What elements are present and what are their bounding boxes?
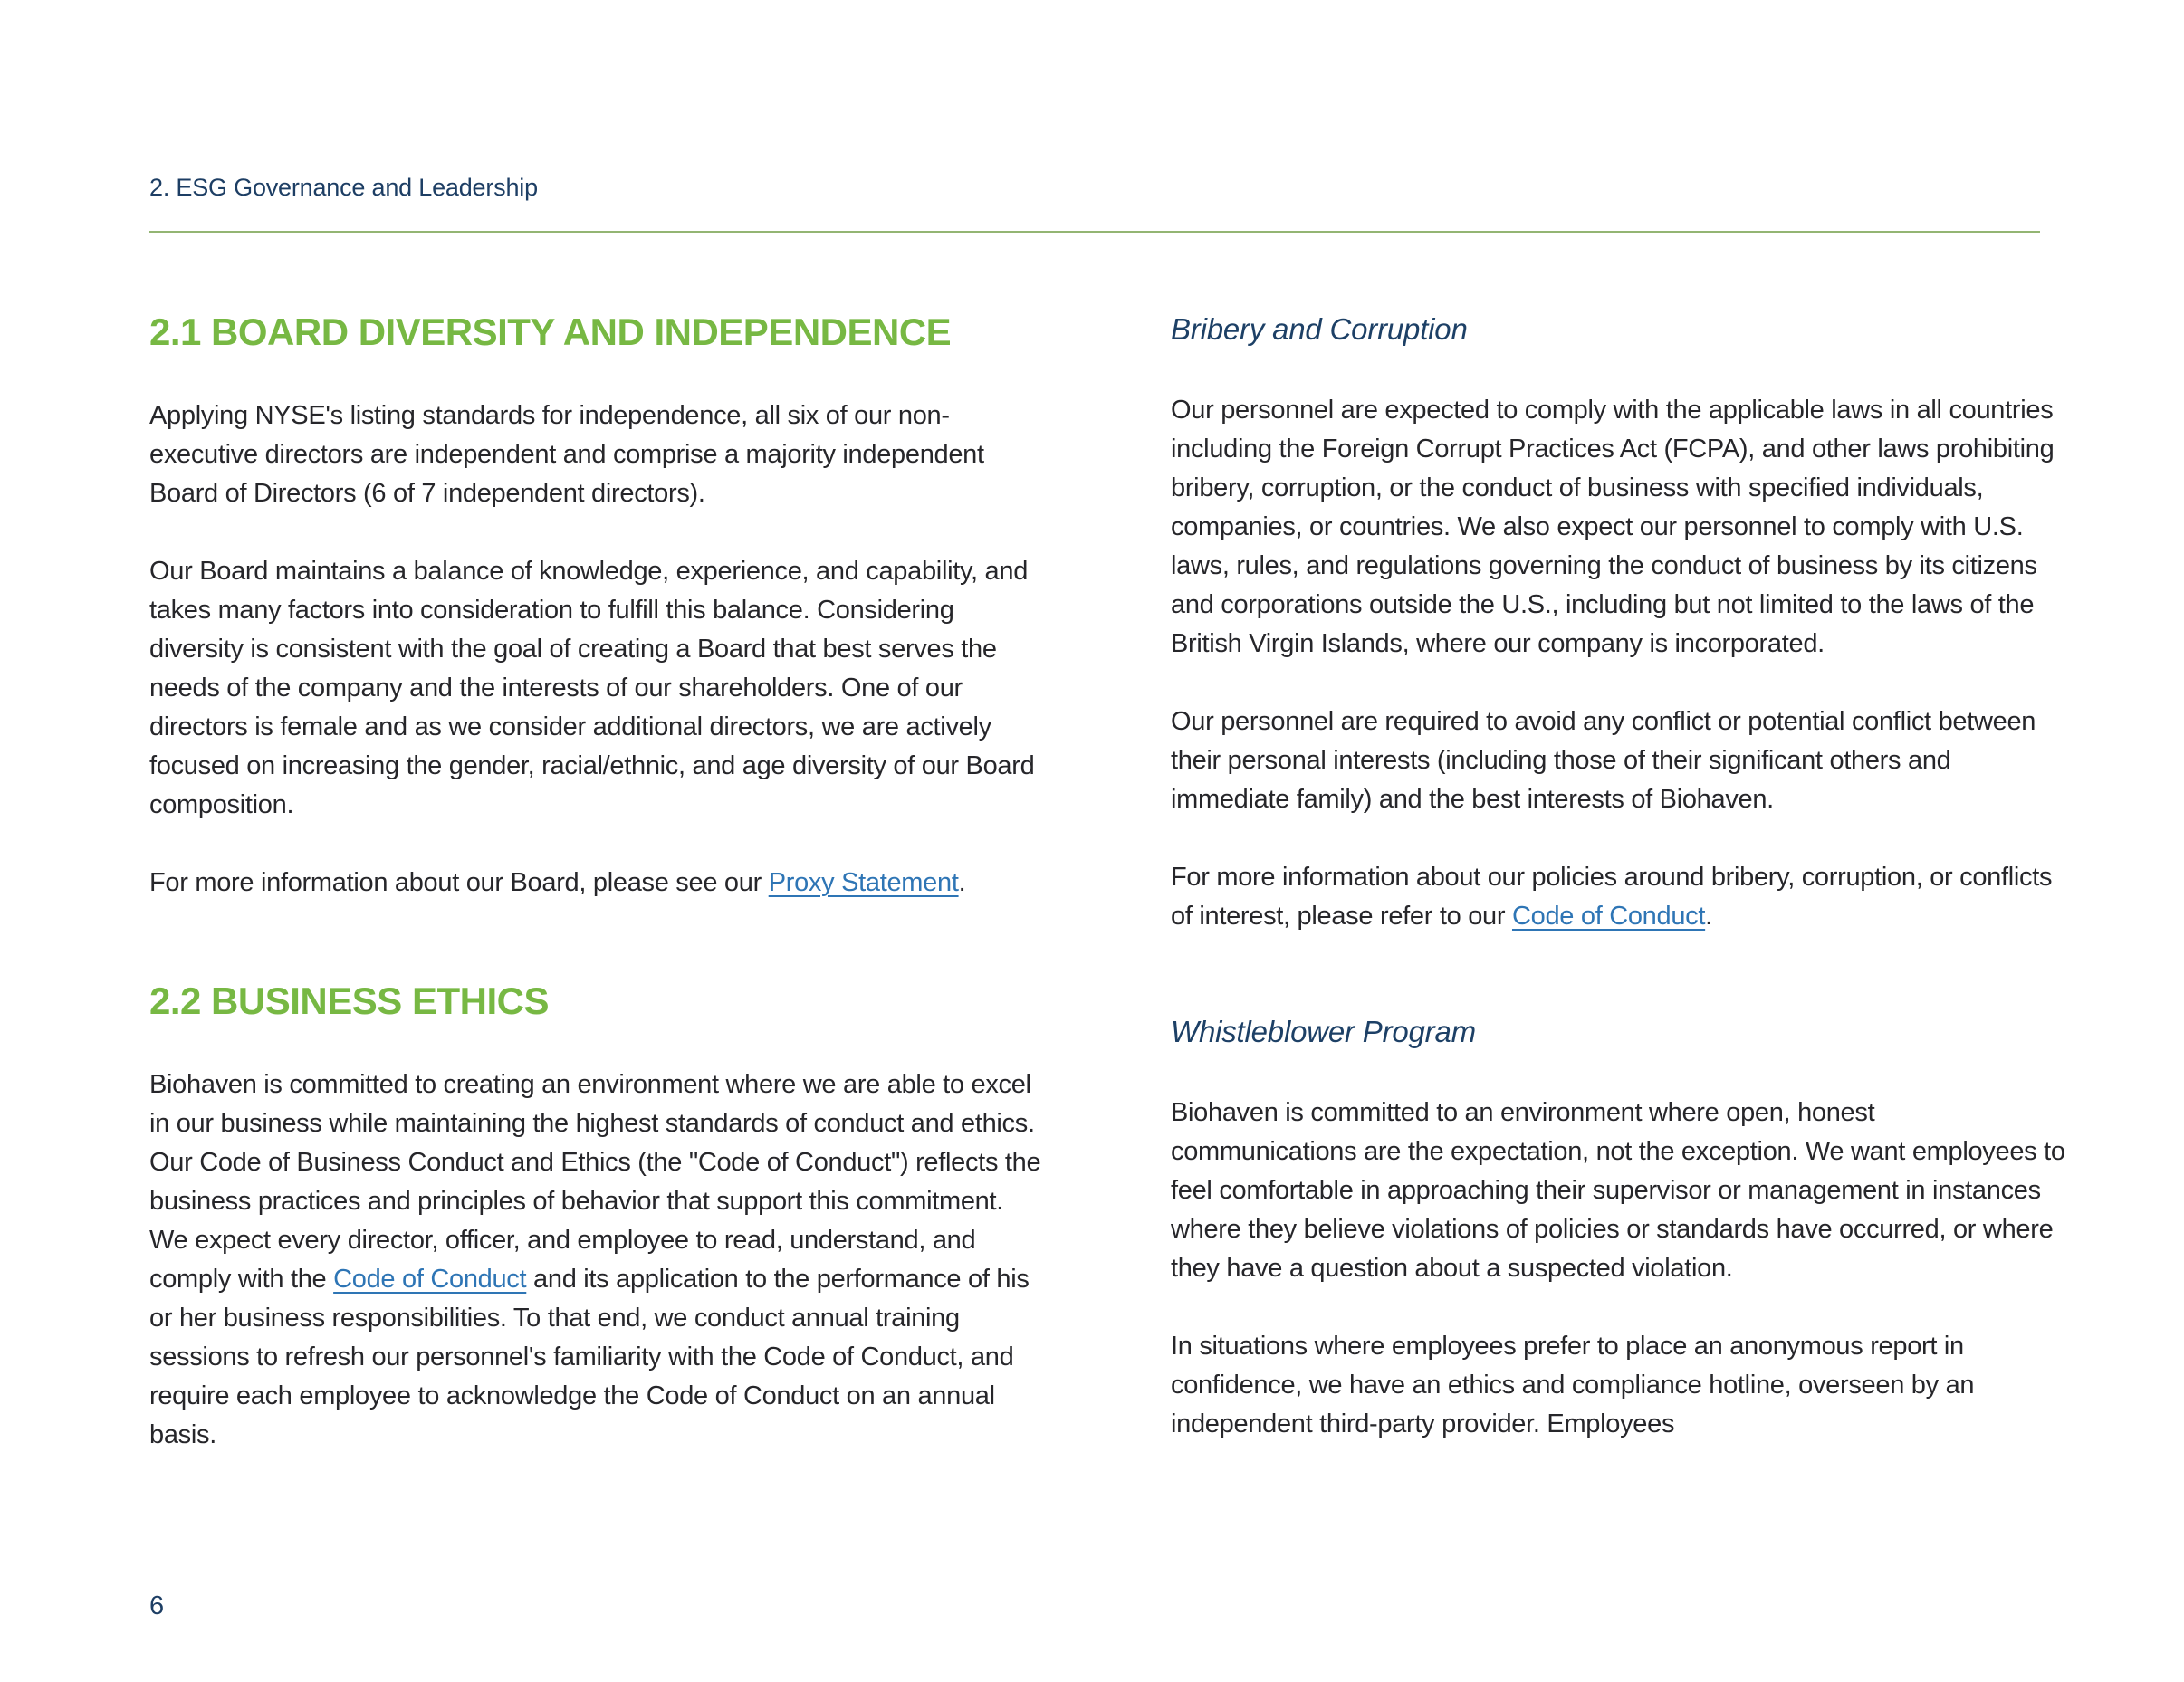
section-heading-business-ethics: 2.2 BUSINESS ETHICS [149, 980, 549, 1022]
whistleblower-paragraph-1: Biohaven is committed to an environment where open, honest communications are the expectation, not the exception. We want employees to feel comfortable in approaching their supervisor or management in instances where they believe violations of policies or standards have occurred, or where they have a question about a suspected violation. [1171, 1098, 2065, 1283]
breadcrumb: 2. ESG Governance and Leadership [149, 174, 538, 201]
board-diversity-paragraph-1: Applying NYSE's listing standards for independence, all six of our non-executive directors are independent and comprise a majority independent Board of Directors (6 of 7 independent directors). [149, 401, 984, 508]
board-info-text-end: . [958, 868, 966, 897]
whistleblower-paragraph-2: In situations where employees prefer to place an anonymous report in confidence, we have an ethics and compliance hotline, overseen by an independent third-party provider. Employees [1171, 1332, 1975, 1438]
right-column [1171, 299, 2067, 1444]
page-number: 6 [149, 1591, 165, 1620]
header-divider-rule [149, 231, 2040, 233]
bribery-info-text: For more information about our policies around bribery, corruption, or conflicts of interest, please refer to our [1171, 863, 2053, 931]
subsection-heading-whistleblower-program: Whistleblower Program [1171, 1015, 1476, 1048]
board-info-text: For more information about our Board, please see our [149, 868, 769, 897]
board-diversity-paragraph-3 [149, 864, 1041, 903]
section-heading-board-diversity: 2.1 BOARD DIVERSITY AND INDEPENDENCE [149, 311, 952, 353]
code-of-conduct-link-right[interactable]: Code of Conduct [1511, 902, 1706, 931]
business-ethics-paragraph-1 [149, 1066, 1041, 1455]
subsection-heading-bribery-corruption: Bribery and Corruption [1171, 312, 1468, 346]
board-diversity-paragraph-2: Our Board maintains a balance of knowledge, experience, and capability, and takes many factors into consideration to fulfill this balance. Considering diversity is consistent with the goal of creating a Board that best serves the needs of the company and the interests of our shareholders. One of our directors is female and as we consider additional directors, we are actively focused on increasing the gender, racial/ethnic, and age diversity of our Board composition. [149, 557, 1035, 819]
bribery-info-text-end: . [1705, 902, 1712, 931]
business-ethics-text-end: and its application to the performance of his or her business responsibilities. To that end, we conduct annual training sessions to refresh our personnel's familiarity with the Code of Conduct, and require each employee to acknowledge the Code of Conduct on an annual basis. [149, 1265, 1030, 1449]
bribery-paragraph-3 [1171, 858, 2067, 936]
bribery-paragraph-2: Our personnel are required to avoid any conflict or potential conflict between their personal interests (including those of their significant others and immediate family) and the best interests of Biohaven. [1171, 707, 2036, 814]
proxy-statement-link[interactable]: Proxy Statement [768, 868, 959, 897]
bribery-paragraph-1: Our personnel are expected to comply with the applicable laws in all countries including the Foreign Corrupt Practices Act (FCPA), and other laws prohibiting bribery, corruption, or the conduct of business with specified individuals, companies, or countries. We also expect our personnel to comply with U.S. laws, rules, and regulations governing the conduct of business by its citizens and corporations outside the U.S., including but not limited to the laws of the British Virgin Islands, where our company is incorporated. [1171, 396, 2055, 658]
left-column [149, 299, 1041, 1455]
code-of-conduct-link-left[interactable]: Code of Conduct [333, 1265, 527, 1294]
business-ethics-text: Biohaven is committed to creating an environment where we are able to excel in our business while maintaining the highest standards of conduct and ethics. Our Code of Business Conduct and Ethics (the "Code of Conduct") reflects the business practices and principles of behavior that support this commitment. We expect every director, officer, and employee to read, understand, and comply with the [149, 1070, 1041, 1294]
